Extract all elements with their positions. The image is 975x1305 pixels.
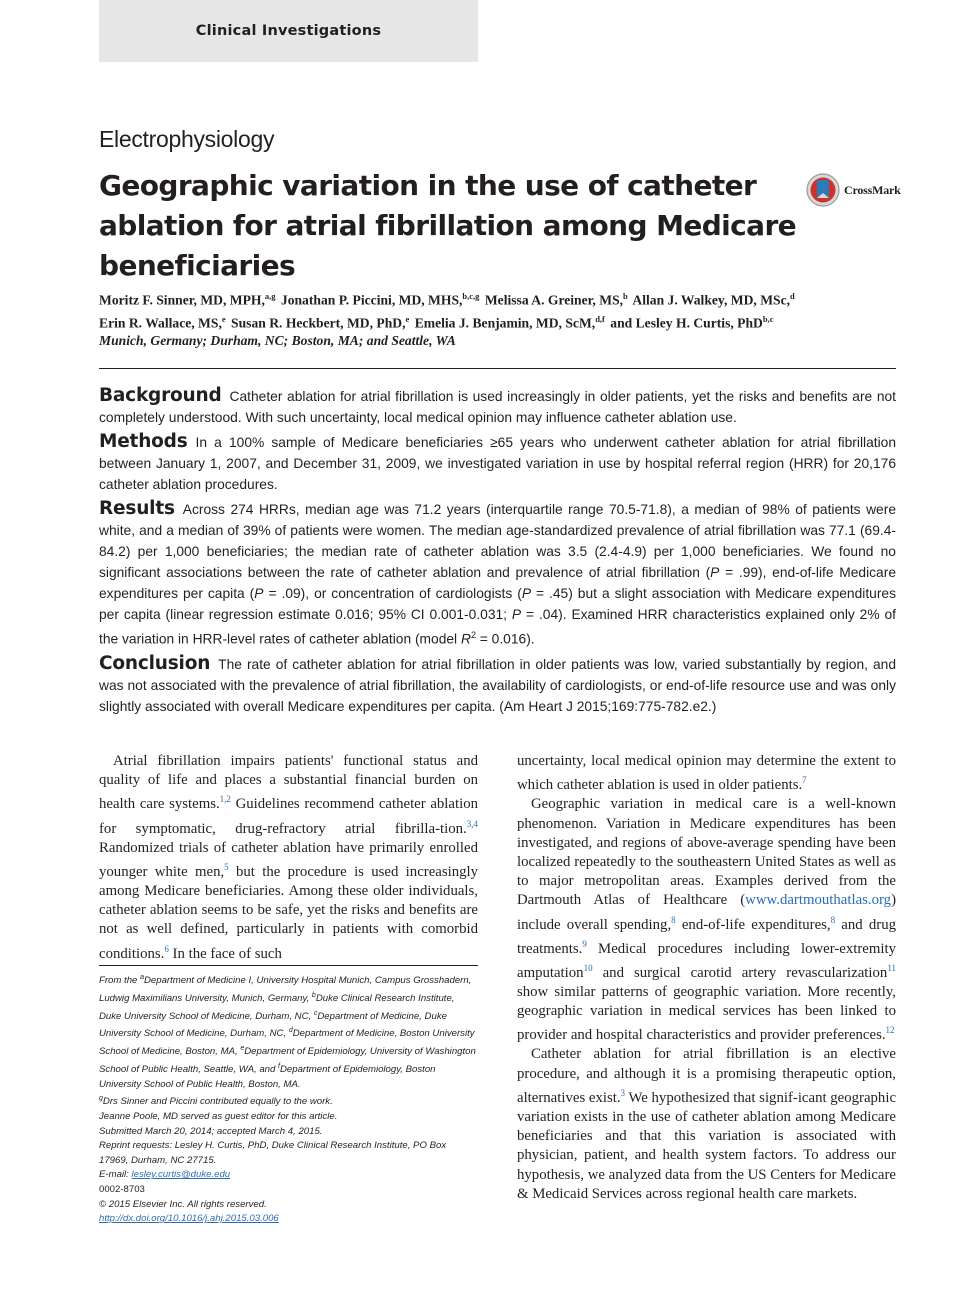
abstract-heading: Conclusion — [99, 652, 211, 674]
affiliation-marker: e — [240, 1045, 245, 1053]
body-text: end-of-life expenditures, — [675, 916, 831, 933]
footnote-text: Department of Medicine, Boston University School of Medicine, Boston, MA, — [99, 1028, 475, 1058]
footnote-text: Department of Epidemiology, Boston University School of Public Health, Boston, MA. — [99, 1064, 436, 1090]
citation-ref[interactable]: 7 — [802, 775, 807, 786]
abstract-conclusion — [99, 653, 896, 717]
author-name: Moritz F. Sinner, MD, MPH, — [99, 292, 265, 308]
body-text: and surgical carotid artery revascularization — [592, 964, 888, 981]
citation-ref[interactable]: 11 — [887, 962, 896, 973]
body-text: show similar patterns of geographic variation. More recently, geographic variation in medical services has been linked to provider and hospital characteristics and provider preferences. — [517, 983, 896, 1044]
author-name: Erin R. Wallace, MS, — [99, 315, 222, 331]
email-line — [99, 1168, 478, 1183]
author-affiliation: d,f — [595, 313, 605, 324]
author-name: Emelia J. Benjamin, MD, ScM, — [414, 315, 596, 331]
abstract-methods — [99, 431, 896, 495]
abstract-text: = .04). Examined HRR characteristics explained only 2% of the variation in HRR-level rates of catheter ablation (model — [99, 607, 897, 647]
affiliation-marker: g — [99, 1095, 103, 1103]
abstract-text: The rate of catheter ablation for atrial fibrillation in older patients was low, varied substantially by region, and was not associated with the prevalence of atrial fibrillation, the availability of cardiologists, or end-of-life resource use and was only slightly associated with overall Medicare expenditures per capita. (Am Heart J 2015;169:775-782.e2.) — [99, 656, 896, 714]
body-text: Atrial fibrillation impairs patients' functional status and quality of life and places a substantial financial burden on health care systems. — [99, 753, 478, 813]
body-text: In the face of such — [168, 945, 282, 962]
abstract-text: = .09), or concentration of cardiologists ( — [263, 586, 522, 601]
dartmouth-atlas-link[interactable]: www.dartmouthatlas.org — [745, 892, 892, 909]
author-locations: Munich, Germany; Durham, NC; Boston, MA; and Seattle, WA — [99, 333, 456, 349]
abstract-text: In a 100% sample of Medicare beneficiaries ≥65 years who underwent catheter ablation for atrial fibrillation between January 1, 2007, and December 31, 2009, we investigated variation in use by hospital referral region (HRR) for 20,176 catheter ablation procedures. — [99, 435, 896, 492]
footnote-text: From the — [99, 975, 141, 987]
affiliations-note — [99, 971, 478, 1092]
abstract-heading: Background — [99, 385, 222, 406]
author-affiliation: a,g — [264, 291, 276, 301]
body-text: but the procedure is used increasingly among Medicare beneficiaries. Among these older individuals, catheter ablation seems to be safe, yet the risks and benefits are not as well defined, particularly in patients with comorbid conditions. — [99, 863, 479, 962]
abstract-divider — [99, 368, 896, 369]
author-affiliation: b,c — [762, 313, 774, 324]
citation-ref[interactable]: 10 — [583, 962, 593, 973]
abstract — [99, 385, 896, 720]
email-label: E-mail: — [99, 1169, 132, 1181]
abstract-text: Catheter ablation for atrial fibrillation is used increasingly in older patients, yet the risks and benefits are not completely understood. With such uncertainty, local medical opinion may influence catheter ablation use. — [99, 389, 896, 425]
author-name: Susan R. Heckbert, MD, PhD, — [231, 315, 406, 331]
abstract-text: Across 274 HRRs, median age was 71.2 years (interquartile range 70.5-71.8), a median of 98% of patients were white, and a median of 39% of patients were women. The median age-standardized prevalence of atrial fibrillation was 77.1 (69.4-84.2) per 1,000 beneficiaries; the median rate of catheter ablation was 3.5 (2.4-4.9) per 1,000 beneficiaries. We found no significant associations between the rate of catheter ablation and prevalence of atrial fibrillation ( — [99, 502, 896, 580]
body-column-left — [99, 752, 478, 964]
body-text: We hypothesized that signif-icant geographic variation exists in the use of catheter ablation among Medicare beneficiaries and that this variation is associated with physician, patient, and health system factors. To address our hypothesis, we analyzed data from the US Centers for Medicare & Medicaid Services across regional health care markets. — [517, 1089, 897, 1202]
body-text: Medical procedures including lower-extremity amputation — [517, 940, 896, 981]
body-text: Guidelines recommend catheter ablation for symptomatic, drug-refractory atrial fibrilla-tion. — [99, 796, 478, 837]
footnote-text: Department of Medicine, Duke University School of Medicine, Durham, NC, — [99, 1010, 447, 1040]
author-list — [99, 287, 899, 350]
footnotes — [99, 971, 478, 1227]
citation-ref[interactable]: 8 — [671, 914, 676, 925]
equal-contribution-note — [99, 1092, 478, 1110]
abstract-heading: Results — [99, 498, 175, 519]
body-paragraph — [99, 752, 478, 964]
footnote-text: Drs Sinner and Piccini contributed equally to the work. — [102, 1096, 333, 1108]
body-paragraph — [517, 1045, 896, 1204]
guest-editor-note: Jeanne Poole, MD served as guest editor for this article. — [99, 1111, 338, 1123]
p-value-symbol: P — [710, 565, 720, 580]
abstract-text: = .45) but a slight association with Medicare expenditures per capita (linear regression estimate 0.016; 95% CI 0.001-0.031; — [99, 586, 896, 622]
copyright: © 2015 Elsevier Inc. All rights reserved. — [99, 1198, 267, 1210]
body-text: Randomized trials of catheter ablation have primarily enrolled younger white men, — [99, 839, 478, 880]
author-affiliation: d — [790, 291, 795, 301]
citation-ref[interactable]: 6 — [164, 943, 169, 954]
body-paragraph — [517, 795, 896, 1045]
affiliation-marker: d — [288, 1027, 293, 1035]
abstract-text: = 0.016). — [475, 631, 535, 647]
abstract-text: = .99), end-of-life Medicare expenditures per capita ( — [99, 565, 896, 601]
submission-dates: Submitted March 20, 2014; accepted March 4, 2015. — [99, 1125, 323, 1137]
author-name: Melissa A. Greiner, MS, — [484, 292, 624, 308]
doi-link[interactable]: http://dx.doi.org/10.1016/j.ahj.2015.03.006 — [99, 1213, 279, 1225]
footnote-text: Department of Medicine I, University Hospital Munich, Campus Grosshadern, Ludwig Maximilians University, Munich, Germany, — [99, 975, 472, 1004]
affiliation-marker: b — [311, 991, 316, 999]
r-squared-symbol: R — [460, 631, 471, 647]
affiliation-marker: a — [140, 974, 144, 981]
author-affiliation: b,c,g — [462, 291, 480, 301]
abstract-results — [99, 498, 896, 650]
body-text: and drug treatments. — [517, 916, 896, 957]
footnote-divider — [99, 965, 478, 966]
body-text: Geographic variation in medical care is a well-known phenomenon. Variation in Medicare expenditures has been investigated, and regions of above-average spending have been localized repeatedly to the southeastern United States as well as to major metropolitan areas. Examples derived from the Dartmouth Atlas of Healthcare ( — [517, 796, 896, 909]
body-text: Catheter ablation for atrial fibrillation is an elective procedure, and although it is a promising therapeutic option, alternatives exist. — [517, 1046, 896, 1106]
crossmark-label: CrossMark — [844, 182, 901, 197]
author-name: and Lesley H. Curtis, PhD — [610, 315, 763, 331]
author-name: Allan J. Walkey, MD, MSc, — [632, 292, 791, 308]
p-value-symbol: P — [254, 586, 264, 601]
citation-ref[interactable]: 3 — [620, 1087, 626, 1098]
abstract-background — [99, 385, 896, 428]
affiliation-marker: f — [278, 1062, 280, 1070]
footnote-text: Department of Epidemiology, University of Washington School of Public Health, Seattle, WA, and — [99, 1046, 476, 1076]
r-squared-exponent: 2 — [470, 630, 476, 640]
p-value-symbol: P — [511, 607, 522, 622]
article-title: Geographic variation in the use of catheter ablation for atrial fibrillation among Medicare beneficiaries — [99, 169, 797, 282]
body-column-right — [517, 752, 896, 1204]
author-affiliation: b — [623, 291, 628, 301]
author-affiliation: e — [405, 313, 410, 324]
p-value-symbol: P — [521, 586, 532, 601]
citation-ref[interactable]: 12 — [885, 1025, 895, 1036]
crossmark-icon — [806, 172, 840, 208]
issn: 0002-8703 — [99, 1184, 145, 1196]
citation-ref[interactable]: 5 — [224, 861, 229, 872]
affiliation-marker: c — [313, 1009, 318, 1017]
author-affiliation: e — [221, 313, 226, 324]
email-link[interactable]: lesley.curtis@duke.edu — [131, 1169, 231, 1181]
abstract-heading: Methods — [99, 431, 188, 452]
crossmark-badge[interactable] — [806, 172, 906, 208]
citation-ref[interactable]: 9 — [582, 938, 587, 949]
body-text: ) include overall spending, — [517, 892, 896, 933]
section-header: Clinical Investigations — [99, 0, 478, 62]
body-text: uncertainty, local medical opinion may determine the extent to which catheter ablation is used in older patients. — [517, 753, 896, 794]
footnote-text: Duke Clinical Research Institute, Duke University School of Medicine, Durham, NC, — [99, 992, 455, 1022]
article-category: Electrophysiology — [99, 126, 275, 152]
citation-ref[interactable]: 3,4 — [466, 818, 478, 829]
citation-ref[interactable]: 1,2 — [219, 794, 231, 805]
body-paragraph — [517, 752, 896, 795]
reprint-requests: Reprint requests: Lesley H. Curtis, PhD, Duke Clinical Research Institute, PO Box 17969, Durham, NC 27715. — [99, 1140, 447, 1166]
author-name: Jonathan P. Piccini, MD, MHS, — [280, 292, 463, 308]
citation-ref[interactable]: 8 — [830, 914, 836, 925]
